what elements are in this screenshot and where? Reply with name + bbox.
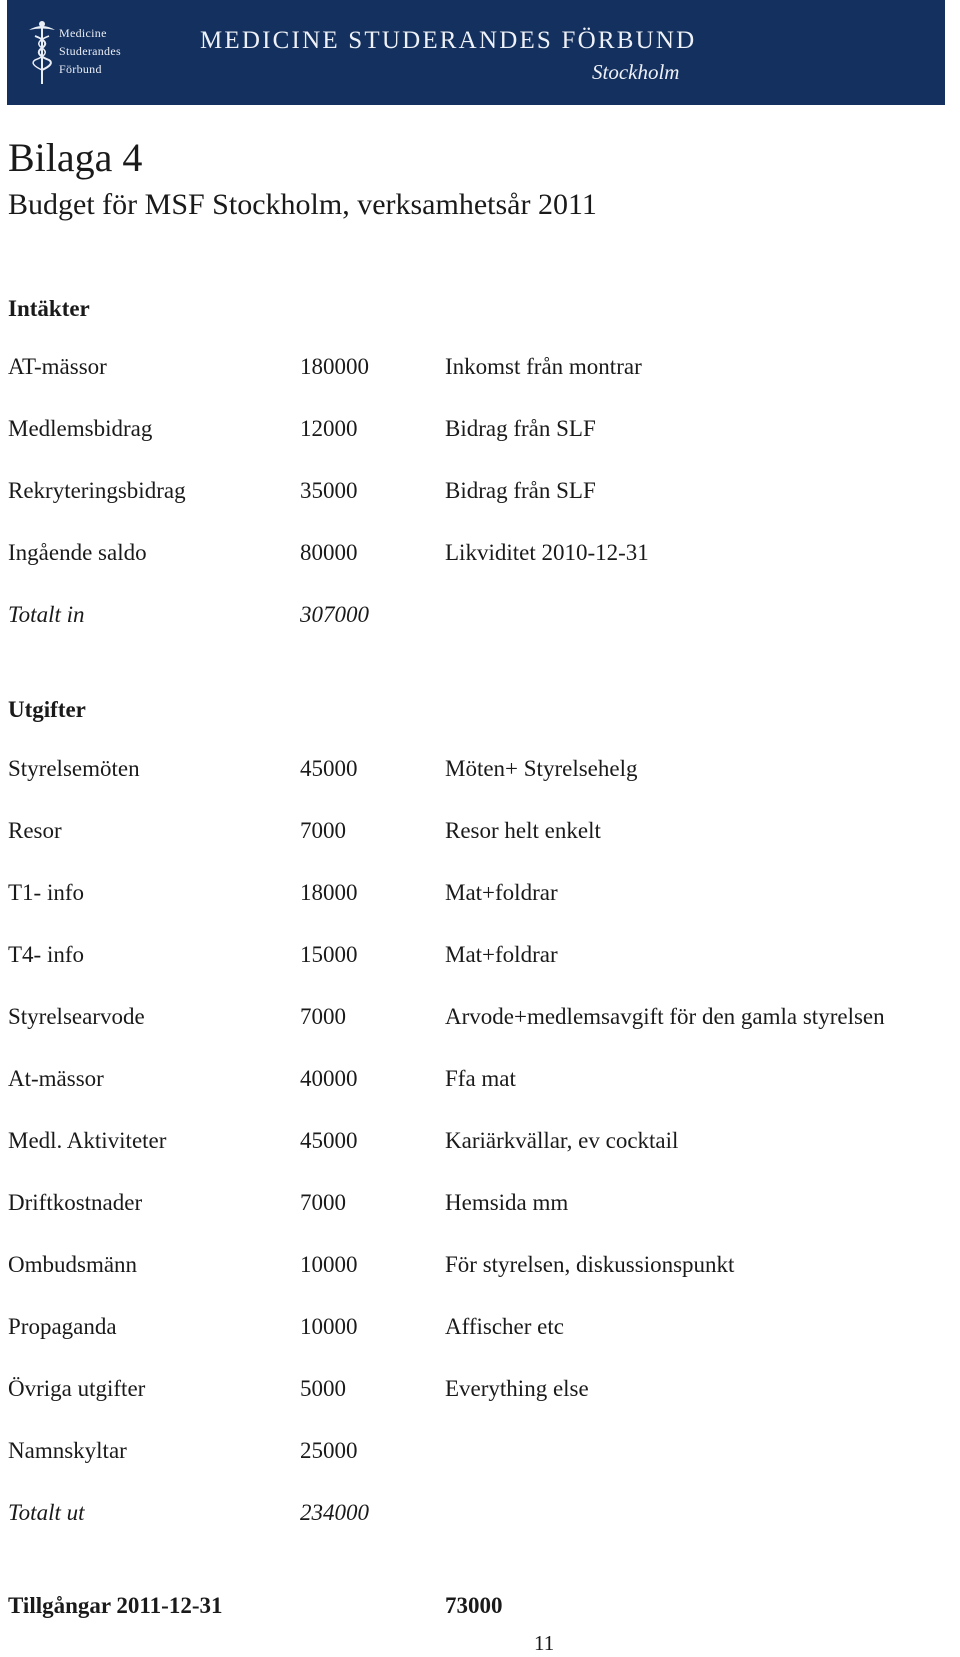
total-label: Totalt in bbox=[8, 602, 85, 627]
row-note: Bidrag från SLF bbox=[445, 416, 596, 441]
row-item: AT-mässor bbox=[8, 354, 107, 379]
page-number: 11 bbox=[534, 1631, 555, 1655]
row-item: Rekryteringsbidrag bbox=[8, 478, 186, 503]
row-note: Ffa mat bbox=[445, 1066, 516, 1091]
row-note: Hemsida mm bbox=[445, 1190, 569, 1215]
expense-row bbox=[0, 1436, 960, 1466]
row-amount: 12000 bbox=[300, 416, 358, 441]
row-amount: 10000 bbox=[300, 1252, 358, 1277]
expense-row bbox=[0, 1064, 960, 1094]
expense-row bbox=[0, 816, 960, 846]
row-amount: 40000 bbox=[300, 1066, 358, 1091]
expense-row bbox=[0, 878, 960, 908]
row-item: Driftkostnader bbox=[8, 1190, 143, 1215]
expense-row bbox=[0, 940, 960, 970]
row-amount: 18000 bbox=[300, 880, 358, 905]
row-note: Inkomst från montrar bbox=[445, 354, 642, 379]
row-amount: 80000 bbox=[300, 540, 358, 565]
row-note: För styrelsen, diskussionspunkt bbox=[445, 1252, 735, 1277]
row-item: Resor bbox=[8, 818, 62, 843]
row-amount: 7000 bbox=[300, 818, 346, 843]
document-subtitle: Budget för MSF Stockholm, verksamhetsår 2011 bbox=[8, 188, 597, 221]
row-note: Likviditet 2010-12-31 bbox=[445, 540, 649, 565]
row-amount: 180000 bbox=[300, 354, 369, 379]
row-item: Ombudsmänn bbox=[8, 1252, 138, 1277]
expense-row bbox=[0, 1250, 960, 1280]
row-amount: 7000 bbox=[300, 1190, 346, 1215]
expense-row bbox=[0, 1312, 960, 1342]
row-item: T4- info bbox=[8, 942, 85, 967]
expense-row bbox=[0, 1002, 960, 1032]
assets-row bbox=[0, 1591, 960, 1621]
row-amount: 45000 bbox=[300, 1128, 358, 1153]
assets-amount: 73000 bbox=[445, 1593, 503, 1618]
row-item: Medl. Aktiviteter bbox=[8, 1128, 167, 1153]
row-item: Övriga utgifter bbox=[8, 1376, 146, 1401]
banner-title: MEDICINE STUDERANDES FÖRBUND bbox=[200, 27, 697, 54]
logo-wordmark bbox=[59, 24, 169, 78]
row-item: At-mässor bbox=[8, 1066, 104, 1091]
row-amount: 45000 bbox=[300, 756, 358, 781]
header-banner bbox=[7, 0, 945, 105]
row-item: T1- info bbox=[8, 880, 85, 905]
row-item: Ingående saldo bbox=[8, 540, 147, 565]
row-amount: 7000 bbox=[300, 1004, 346, 1029]
banner-subtitle: Stockholm bbox=[592, 60, 680, 84]
row-note: Mat+foldrar bbox=[445, 942, 558, 967]
income-row bbox=[0, 476, 960, 506]
row-amount: 5000 bbox=[300, 1376, 346, 1401]
logo-line: Studerandes bbox=[59, 44, 121, 58]
row-item: Styrelsemöten bbox=[8, 756, 140, 781]
income-heading: Intäkter bbox=[8, 296, 90, 321]
document-title: Bilaga 4 bbox=[8, 135, 143, 180]
total-amount: 234000 bbox=[300, 1500, 369, 1525]
row-note: Arvode+medlemsavgift för den gamla styrelsen bbox=[445, 1004, 885, 1029]
row-item: Propaganda bbox=[8, 1314, 117, 1339]
logo-line: Förbund bbox=[59, 62, 102, 76]
row-note: Everything else bbox=[445, 1376, 589, 1401]
expenses-heading: Utgifter bbox=[8, 697, 86, 722]
row-note: Möten+ Styrelsehelg bbox=[445, 756, 638, 781]
expense-row bbox=[0, 1126, 960, 1156]
income-row bbox=[0, 352, 960, 382]
row-note: Bidrag från SLF bbox=[445, 478, 596, 503]
row-note: Kariärkvällar, ev cocktail bbox=[445, 1128, 679, 1153]
row-item: Styrelsearvode bbox=[8, 1004, 145, 1029]
row-amount: 15000 bbox=[300, 942, 358, 967]
row-item: Namnskyltar bbox=[8, 1438, 127, 1463]
organization-logo bbox=[25, 18, 165, 88]
income-row bbox=[0, 538, 960, 568]
expense-row bbox=[0, 754, 960, 784]
income-total-row bbox=[0, 600, 960, 630]
income-row bbox=[0, 414, 960, 444]
row-note: Mat+foldrar bbox=[445, 880, 558, 905]
total-label: Totalt ut bbox=[8, 1500, 85, 1525]
row-item: Medlemsbidrag bbox=[8, 416, 153, 441]
row-note: Resor helt enkelt bbox=[445, 818, 601, 843]
logo-line: Medicine bbox=[59, 26, 107, 40]
row-note: Affischer etc bbox=[445, 1314, 564, 1339]
assets-label: Tillgångar 2011-12-31 bbox=[8, 1593, 223, 1618]
expense-row bbox=[0, 1188, 960, 1218]
row-amount: 10000 bbox=[300, 1314, 358, 1339]
row-amount: 35000 bbox=[300, 478, 358, 503]
total-amount: 307000 bbox=[300, 602, 369, 627]
expenses-total-row bbox=[0, 1498, 960, 1528]
row-amount: 25000 bbox=[300, 1438, 358, 1463]
expense-row bbox=[0, 1374, 960, 1404]
caduceus-icon bbox=[25, 18, 59, 88]
